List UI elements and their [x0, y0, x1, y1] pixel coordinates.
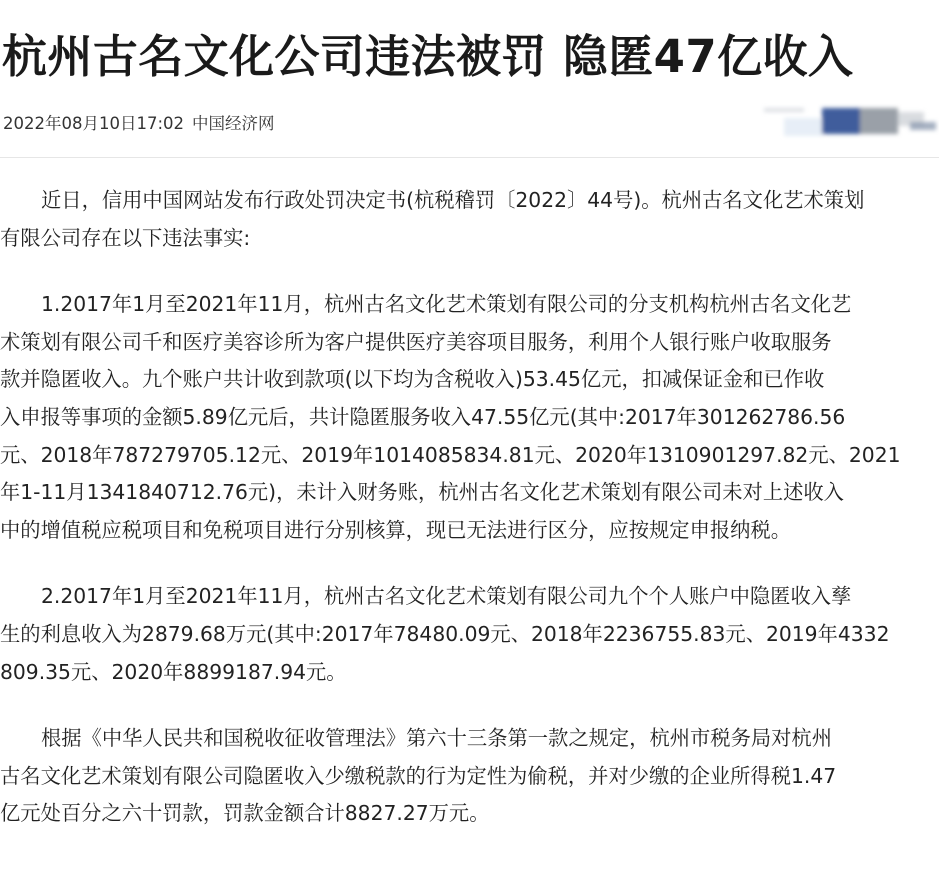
text-line: 有限公司存在以下违法事实: [0, 225, 251, 250]
text-line: 根据《中华人民共和国税收征收管理法》第六十三条第一款之规定，杭州市税务局对杭州 [41, 726, 832, 751]
text-line: 入申报等事项的金额5.89亿元后，共计隐匿服务收入47.55亿元(其中:2017年301262786.56 [0, 404, 846, 429]
header-divider [0, 157, 939, 158]
article-source: 中国经济网 [192, 114, 275, 133]
text-line: 近日，信用中国网站发布行政处罚决定书(杭税稽罚〔2022〕44号)。杭州古名文化艺术策划 [41, 188, 865, 212]
text-line: 2.2017年1月至2021年11月，杭州古名文化艺术策划有限公司九个个人账户中隐匿收入孳 [41, 584, 852, 609]
publish-date: 2022年08月10日17:02 [3, 114, 185, 133]
text-line: 术策划有限公司千和医疗美容诊所为客户提供医疗美容项目服务，利用个人银行账户收取服务 [0, 329, 832, 354]
text-line: 生的利息收入为2879.68万元(其中:2017年78480.09元、2018年2236755.83元、2019年4332 [0, 621, 890, 646]
text-line: 年1-11月1341840712.76元)，未计入财务账，杭州古名文化艺术策划有限公司未对上述收入 [0, 480, 844, 505]
text-line: 809.35元、2020年8899187.94元。 [0, 659, 347, 684]
text-line: 亿元处百分之六十罚款，罚款金额合计8827.27万元。 [0, 801, 490, 826]
paragraph-penalty [0, 720, 939, 833]
article-body [0, 182, 939, 862]
text-line: 古名文化艺术策划有限公司隐匿收入少缴税款的行为定性为偷税，并对少缴的企业所得税1.47 [0, 763, 837, 788]
paragraph-fact-1 [0, 286, 939, 549]
article-meta [3, 111, 275, 137]
paragraph-fact-2 [0, 578, 939, 691]
text-line: 中的增值税应税项目和免税项目进行分别核算，现已无法进行区分，应按规定申报纳税。 [0, 517, 791, 542]
paragraph-intro [0, 182, 939, 257]
text-line: 1.2017年1月至2021年11月，杭州古名文化艺术策划有限公司的分支机构杭州古名文化艺 [41, 292, 852, 317]
blurred-watermark-icon [760, 102, 939, 146]
text-line: 款并隐匿收入。九个账户共计收到款项(以下均为含税收入)53.45亿元，扣减保证金和已作收 [0, 367, 825, 392]
text-line: 元、2018年787279705.12元、2019年1014085834.81元、2020年1310901297.82元、2021 [0, 442, 901, 467]
article-title: 杭州古名文化公司违法被罚 隐匿47亿收入 [2, 30, 854, 83]
